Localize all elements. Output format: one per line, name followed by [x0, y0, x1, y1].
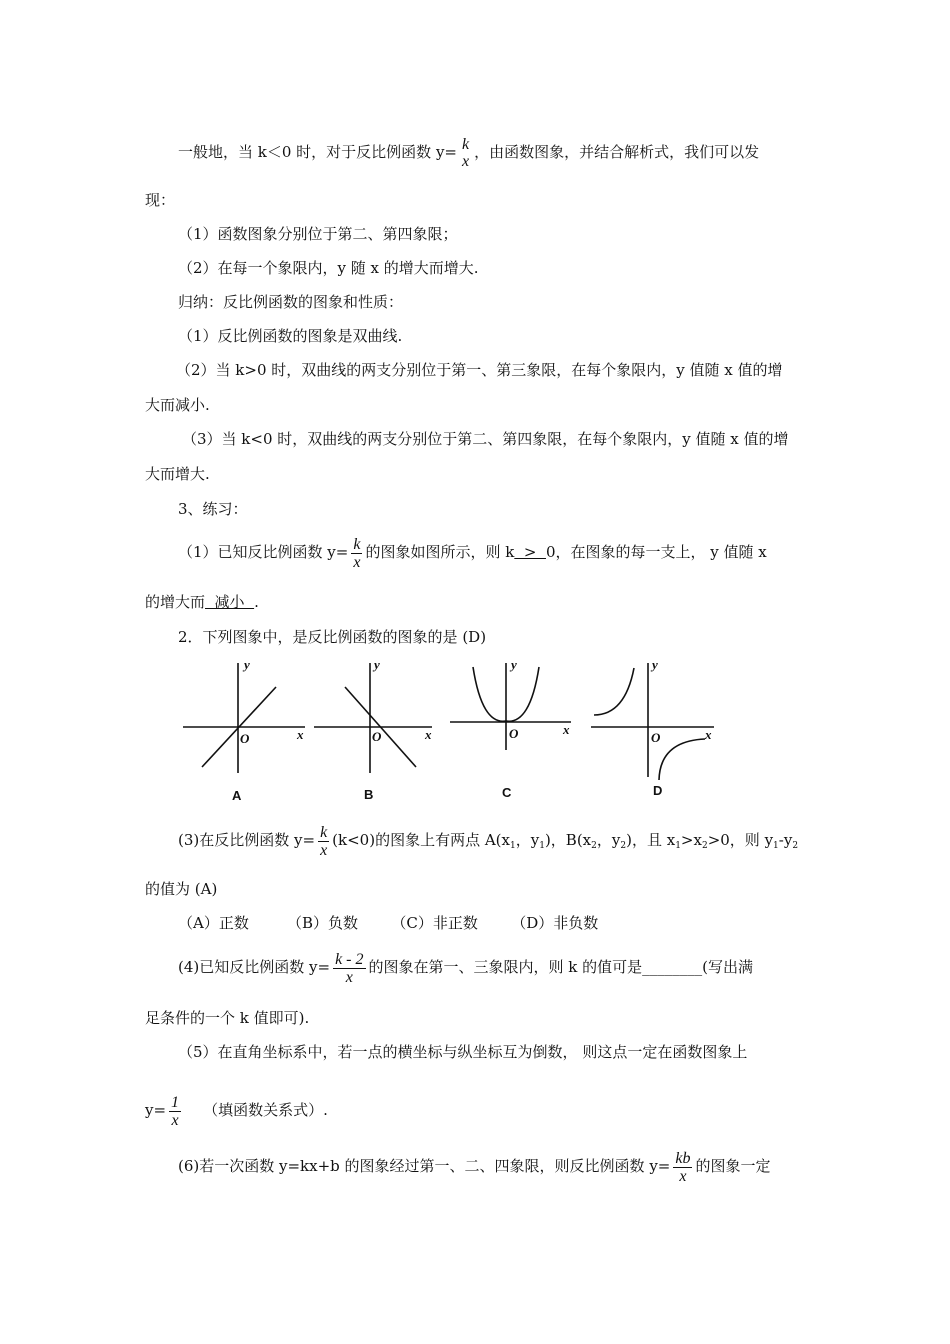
- q3-text-a: (3)在反比例函数 y=: [178, 831, 316, 849]
- property-1: （1）函数图象分别位于第二、第四象限；: [178, 225, 458, 243]
- frac-num: k: [353, 535, 361, 553]
- subscript: 2: [792, 841, 799, 851]
- summary-3-cont: 大而增大.: [145, 465, 210, 483]
- frac-num: k: [320, 823, 328, 841]
- q3-text: >0，则 y: [707, 831, 774, 849]
- y-label: y: [652, 657, 658, 672]
- intro-text-a: 一般地，当 k＜0 时，对于反比例函数 y=: [178, 143, 457, 161]
- origin-label: O: [509, 726, 519, 741]
- graph-options: [0, 655, 950, 815]
- q1-text-d: 的增大而: [145, 593, 206, 611]
- frac-den: x: [320, 841, 328, 859]
- graph-b: [314, 663, 432, 773]
- q4-text-a: (4)已知反比例函数 y=: [178, 958, 331, 976]
- question-4: [178, 950, 753, 986]
- q3-text: )，且 x: [626, 831, 676, 849]
- question-1: [178, 535, 767, 571]
- q3-text: ，y: [515, 831, 540, 849]
- fraction-k-minus-2-over-x: [333, 951, 365, 986]
- summary-2-cont: 大而减小.: [145, 396, 210, 414]
- fraction-k-over-x: [460, 136, 471, 170]
- subscript: 1: [510, 841, 516, 851]
- fraction-1-over-x: [169, 1094, 181, 1129]
- frac-num: 1: [171, 1093, 180, 1111]
- question-1-cont: [145, 592, 259, 612]
- summary-3: （3）当 k<0 时，双曲线的两支分别位于第二、第四象限，在每个象限内，y 值随 x 值的增: [182, 430, 789, 448]
- q5-post: （填函数关系式）.: [184, 1101, 328, 1119]
- frac-num: k: [461, 136, 470, 153]
- q3-text: (k<0)的图象上有两点 A(x: [332, 831, 510, 849]
- question-2: 2．下列图象中，是反比例函数的图象的是 (D): [178, 628, 487, 646]
- subscript: 1: [773, 841, 779, 851]
- frac-den: x: [171, 1111, 179, 1129]
- question-5-answer: [145, 1093, 328, 1129]
- hyperbola-branch-4: [659, 739, 705, 780]
- origin-label: O: [651, 730, 661, 745]
- y-label: y: [511, 657, 517, 672]
- q1-text-b: 的图象如图所示，则 k: [365, 543, 515, 561]
- option-label-a: A: [232, 788, 242, 803]
- q3-text: -y: [778, 831, 793, 849]
- x-label: x: [705, 727, 712, 742]
- subscript: 2: [701, 841, 708, 851]
- q5-pre: y=: [145, 1101, 167, 1119]
- subscript: 1: [675, 841, 681, 851]
- fraction-k-over-x: [351, 536, 362, 571]
- question-3-options: （A）正数 （B）负数 （C）非正数 （D）非负数: [178, 914, 599, 932]
- subscript: 2: [591, 841, 597, 851]
- frac-num: kb: [675, 1149, 691, 1167]
- y-label: y: [244, 657, 250, 672]
- question-4-cont: 足条件的一个 k 值即可).: [145, 1009, 310, 1027]
- subscript: 1: [539, 841, 545, 851]
- fraction-k-over-x: [318, 824, 329, 859]
- option-label-d: D: [653, 783, 663, 798]
- x-label: x: [297, 727, 304, 742]
- q3-text: >x: [680, 831, 702, 849]
- property-2: （2）在每一个象限内，y 随 x 的增大而增大.: [178, 259, 479, 277]
- q6-text-b: 的图象一定: [695, 1157, 771, 1175]
- frac-den: x: [353, 553, 361, 571]
- question-3-cont: 的值为 (A): [145, 880, 218, 898]
- origin-label: O: [372, 729, 382, 744]
- q3-text: )，B(x: [544, 831, 592, 849]
- frac-den: x: [679, 1167, 687, 1185]
- q1-text-a: （1）已知反比例函数 y=: [178, 543, 349, 561]
- q6-text-a: (6)若一次函数 y=kx+b 的图象经过第一、二、四象限，则反比例函数 y=: [178, 1157, 671, 1175]
- summary-2: （2）当 k>0 时，双曲线的两支分别位于第一、第三象限，在每个象限内，y 值随 x 值的增: [176, 361, 783, 379]
- q1-text-c: 0，在图象的每一支上， y 值随 x: [545, 543, 767, 561]
- summary-title: 归纳：反比例函数的图象和性质：: [178, 293, 404, 311]
- origin-label: O: [240, 731, 250, 746]
- question-6: [178, 1149, 770, 1185]
- answer-blank-2: 减小: [205, 593, 255, 611]
- intro-line: [178, 135, 759, 170]
- hyperbola-branch-2: [594, 668, 634, 715]
- frac-den: x: [461, 153, 470, 170]
- graph-d: [591, 663, 714, 780]
- question-5: （5）在直角坐标系中，若一点的横坐标与纵坐标互为倒数， 则这点一定在函数图象上: [178, 1043, 748, 1061]
- frac-num: k - 2: [335, 950, 364, 968]
- x-label: x: [563, 722, 570, 737]
- y-label: y: [374, 657, 380, 672]
- intro-text-b: ，由函数图象，并结合解析式，我们可以发: [474, 143, 760, 161]
- q1-text-e: .: [254, 593, 259, 611]
- q3-text: ，y: [596, 831, 621, 849]
- option-label-b: B: [364, 787, 374, 802]
- answer-blank-1: >: [514, 543, 546, 561]
- exercise-title: 3、练习：: [178, 500, 248, 518]
- summary-1: （1）反比例函数的图象是双曲线.: [178, 327, 403, 345]
- q4-text-b: 的图象在第一、三象限内，则 k 的值可是________(写出满: [368, 958, 753, 976]
- option-label-c: C: [502, 785, 512, 800]
- graph-a: [183, 663, 305, 773]
- intro-cont: 现：: [145, 191, 176, 209]
- subscript: 2: [620, 841, 627, 851]
- x-label: x: [425, 727, 432, 742]
- fraction-kb-over-x: [673, 1150, 692, 1185]
- question-3: [178, 823, 798, 863]
- frac-den: x: [345, 968, 353, 986]
